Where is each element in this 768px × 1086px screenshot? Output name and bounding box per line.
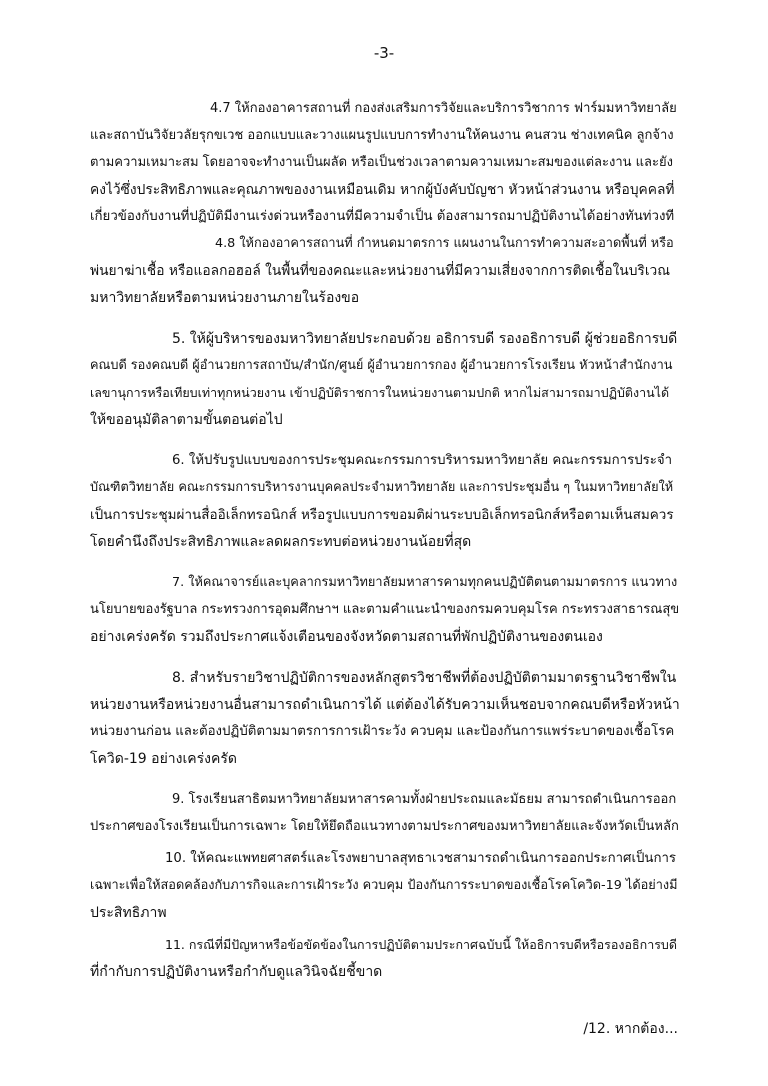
paragraph-line: บัณฑิตวิทยาลัย คณะกรรมการบริหารงานบุคคลประจำมหาวิทยาลัย และการประชุมอื่น ๆ ในมหาวิทยาลัยให้ [90, 480, 674, 495]
paragraph-line: โดยคำนึงถึงประสิทธิภาพและลดผลกระทบต่อหน่วยงานน้อยที่สุด [90, 534, 472, 550]
paragraph-line: 10. ให้คณะแพทยศาสตร์และโรงพยาบาลสุทธาเวชสามารถดำเนินการออกประกาศเป็นการ [165, 851, 677, 866]
paragraph-line: 8. สำหรับรายวิชาปฏิบัติการของหลักสูตรวิชาชีพที่ต้องปฏิบัติตามมาตรฐานวิชาชีพใน [172, 670, 677, 686]
page-number: -3- [373, 44, 395, 62]
paragraph-line: ให้ขออนุมัติลาตามขั้นตอนต่อไป [90, 412, 283, 428]
paragraph-line: และสถาบันวิจัยวลัยรุกขเวช ออกแบบและวางแผนรูปแบบการทำงานให้คนงาน คนสวน ช่างเทคนิค ลูกจ้าง [90, 128, 674, 143]
paragraph-line: หน่วยงานหรือหน่วยงานอื่นสามารถดำเนินการได้ แต่ต้องได้รับความเห็นชอบจากคณบดีหรือหัวหน้า [90, 697, 680, 713]
paragraph-line: 5. ให้ผู้บริหารของมหาวิทยาลัยประกอบด้วย อธิการบดี รองอธิการบดี ผู้ช่วยอธิการบดี [172, 331, 678, 347]
paragraph-line: 11. กรณีที่มีปัญหาหรือข้อขัดข้องในการปฏิบัติตามประกาศฉบับนี้ ให้อธิการบดีหรือรองอธิการบดี [165, 937, 677, 952]
paragraph-line: หน่วยงานก่อน และต้องปฏิบัติตามมาตรการการเฝ้าระวัง ควบคุม และป้องกันการแพร่ระบาดของเชื้อโรค [90, 724, 675, 739]
paragraph-line: ที่กำกับการปฏิบัติงานหรือกำกับดูแลวินิจฉัยชี้ขาด [90, 964, 383, 980]
paragraph-line: เฉพาะเพื่อให้สอดคล้องกับภารกิจและการเฝ้าระวัง ควบคุม ป้องกันการระบาดของเชื้อโรคโควิด-19 ได้อย่างมี [90, 878, 678, 893]
paragraph-line: 4.7 ให้กองอาคารสถานที่ กองส่งเสริมการวิจัยและบริการวิชาการ ฟาร์มมหาวิทยาลัย [210, 101, 677, 116]
paragraph-line: มหาวิทยาลัยหรือตามหน่วยงานภายในร้องขอ [90, 290, 360, 306]
paragraph-line: เลขานุการหรือเทียบเท่าทุกหน่วยงาน เข้าปฏิบัติราชการในหน่วยงานตามปกติ หากไม่สามารถมาปฏิบัติงานได้ [90, 385, 670, 400]
paragraph-line: เป็นการประชุมผ่านสื่ออิเล็กทรอนิกส์ หรือรูปแบบการขอมติผ่านระบบอิเล็กทรอนิกส์หรือตามเห็นสมควร [90, 507, 674, 523]
paragraph-line: นโยบายของรัฐบาล กระทรวงการอุดมศึกษาฯ และตามคำแนะนำของกรมควบคุมโรค กระทรวงสาธารณสุข [90, 602, 680, 617]
paragraph-line: คณบดี รองคณบดี ผู้อำนวยการสถาบัน/สำนัก/ศูนย์ ผู้อำนวยการกอง ผู้อำนวยการโรงเรียน หัวหน้าสำนักงาน [90, 358, 673, 373]
paragraph-line: 6. ให้ปรับรูปแบบของการประชุมคณะกรรมการบริหารมหาวิทยาลัย คณะกรรมการประจำ [172, 453, 673, 468]
paragraph-line: 9. โรงเรียนสาธิตมหาวิทยาลัยมหาสารคามทั้งฝ่ายประถมและมัธยม สามารถดำเนินการออก [172, 792, 677, 807]
paragraph-line: เกี่ยวข้องกับงานที่ปฏิบัติมีงานเร่งด่วนหรืองานที่มีความจำเป็น ต้องสามารถมาปฏิบัติงานได้อย่างทันท่วงที [90, 209, 675, 224]
paragraph-line: อย่างเคร่งครัด รวมถึงประกาศแจ้งเตือนของจังหวัดตามสถานที่พักปฏิบัติงานของตนเอง [90, 629, 603, 645]
paragraph-line: 4.8 ให้กองอาคารสถานที่ กำหนดมาตรการ แผนงานในการทำความสะอาดพื้นที่ หรือ [215, 236, 674, 251]
paragraph-line: ตามความเหมาะสม โดยอาจจะทำงานเป็นผลัด หรือเป็นช่วงเวลาตามความเหมาะสมของแต่ละงาน และยัง [90, 155, 673, 170]
paragraph-line: ประกาศของโรงเรียนเป็นการเฉพาะ โดยให้ยึดถือแนวทางตามประกาศของมหาวิทยาลัยและจังหวัดเป็นหลัก [90, 819, 679, 834]
paragraph-line: 7. ให้คณาจารย์และบุคลากรมหาวิทยาลัยมหาสารคามทุกคนปฏิบัติตนตามมาตรการ แนวทาง [172, 575, 678, 590]
paragraph-line: โควิด-19 อย่างเคร่งครัด [90, 751, 237, 767]
paragraph-line: พ่นยาฆ่าเชื้อ หรือแอลกอฮอล์ ในพื้นที่ของคณะและหน่วยงานที่มีความเสี่ยงจากการติดเชื้อในบริเวณ [90, 263, 670, 279]
paragraph-line: คงไว้ซึ่งประสิทธิภาพและคุณภาพของงานเหมือนเดิม หากผู้บังคับบัญชา หัวหน้าส่วนงาน หรือบุคคลที่ [90, 182, 675, 198]
continuation-text: /12. หากต้อง... [583, 1021, 678, 1037]
paragraph-line: ประสิทธิภาพ [90, 905, 167, 921]
